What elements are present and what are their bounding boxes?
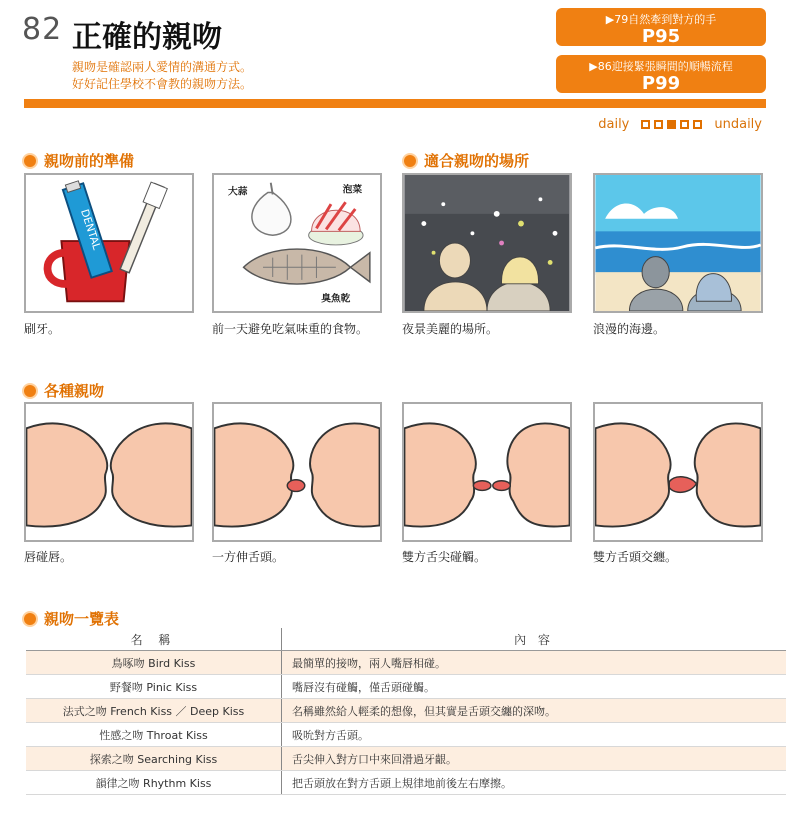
caption-lips: 唇碰唇。 (24, 550, 73, 564)
ref-link-page: P95 (641, 26, 681, 47)
toothbrush-cup-icon (26, 175, 192, 311)
scale-square (654, 120, 663, 129)
section-heading-text: 各種親吻 (44, 382, 105, 400)
scale-right-label: undaily (714, 117, 762, 132)
sea-icon (595, 175, 761, 311)
table-row (26, 699, 786, 723)
table-row (26, 771, 786, 795)
caption-one-tongue: 一方伸舌頭。 (212, 550, 285, 564)
bullet-icon (24, 155, 36, 167)
food-icon (214, 175, 380, 311)
scale-left-label: daily (598, 117, 630, 132)
illustration-food (212, 173, 382, 313)
caption-food: 前一天避免吃氣味重的食物。 (212, 322, 369, 336)
table-cell-content: 最簡單的接吻，兩人嘴唇相碰。 (292, 656, 446, 670)
table-cell-name: 法式之吻 French Kiss ／ Deep Kiss (26, 699, 282, 722)
section-heading-prep (24, 150, 134, 171)
scale-square (693, 120, 702, 129)
section-heading-text: 親吻前的準備 (44, 152, 135, 170)
table-cell-name: 野餐吻 Pinic Kiss (26, 675, 282, 698)
page-number: 82 (22, 12, 63, 47)
table-row (26, 723, 786, 747)
bullet-icon (24, 385, 36, 397)
night-view-icon (404, 175, 570, 311)
ref-link-text: ▶86迎接緊張瞬間的順暢流程 (589, 60, 733, 73)
caption-night: 夜景美麗的場所。 (402, 322, 499, 336)
table-row (26, 747, 786, 771)
illustration-sea (593, 173, 763, 313)
illustration-kiss-entwine (593, 402, 763, 542)
table-cell-name: 鳥啄吻 Bird Kiss (26, 651, 282, 674)
scale-square (680, 120, 689, 129)
ref-link-p99[interactable] (556, 55, 766, 93)
table-header-name: 名 稱 (26, 628, 282, 650)
bullet-icon (24, 613, 36, 625)
ref-link-page: P99 (641, 73, 681, 94)
bullet-icon (404, 155, 416, 167)
table-cell-content: 嘴唇沒有碰觸，僅舌頭碰觸。 (292, 680, 435, 694)
kiss-entwine-icon (595, 404, 761, 540)
page-title: 正確的親吻 (72, 20, 222, 55)
illustration-night-view (402, 173, 572, 313)
ref-link-p95[interactable] (556, 8, 766, 46)
kiss-lips-icon (26, 404, 192, 540)
section-heading-types (24, 380, 104, 401)
table-cell-name: 韻律之吻 Rhythm Kiss (26, 771, 282, 794)
dried-fish-label: 臭魚乾 (321, 293, 351, 305)
table-header-row (26, 628, 786, 651)
table-cell-name: 探索之吻 Searching Kiss (26, 747, 282, 770)
kimchi-label: 泡菜 (342, 184, 363, 196)
daily-scale (598, 117, 762, 132)
garlic-label: 大蒜 (228, 186, 248, 198)
illustration-toothbrush (24, 173, 194, 313)
subtitle-line-1: 親吻是確認兩人愛情的溝通方式。 (72, 60, 253, 74)
illustration-kiss-one-tongue (212, 402, 382, 542)
table-cell-name: 性感之吻 Throat Kiss (26, 723, 282, 746)
scale-square-filled (667, 120, 676, 129)
scale-squares (641, 120, 702, 129)
header-rule (24, 99, 766, 108)
table-header-content: 內 容 (514, 632, 554, 647)
section-heading-text: 親吻一覽表 (44, 610, 120, 628)
table-cell-content: 名稱雖然給人輕柔的想像，但其實是舌頭交纏的深吻。 (292, 704, 556, 718)
illustration-kiss-lips (24, 402, 194, 542)
toothpaste-label: DENTAL (77, 207, 104, 252)
table-row (26, 675, 786, 699)
table-cell-content: 吸吮對方舌頭。 (292, 728, 369, 742)
section-heading-text: 適合親吻的場所 (424, 152, 530, 170)
kiss-one-tongue-icon (214, 404, 380, 540)
kiss-table (26, 628, 786, 795)
caption-tips: 雙方舌尖碰觸。 (402, 550, 487, 564)
scale-square (641, 120, 650, 129)
illustration-kiss-tips (402, 402, 572, 542)
table-row (26, 651, 786, 675)
table-cell-content: 舌尖伸入對方口中來回滑過牙齦。 (292, 752, 457, 766)
ref-link-text: ▶79自然牽到對方的手 (605, 13, 717, 26)
kiss-tips-icon (404, 404, 570, 540)
caption-entwine: 雙方舌頭交纏。 (593, 550, 678, 564)
section-heading-places (404, 150, 529, 171)
section-heading-list (24, 608, 119, 629)
caption-brush: 刷牙。 (24, 322, 61, 336)
table-cell-content: 把舌頭放在對方舌頭上規律地前後左右摩擦。 (292, 776, 512, 790)
caption-sea: 浪漫的海邊。 (593, 322, 666, 336)
subtitle-line-2: 好好記住學校不會教的親吻方法。 (72, 77, 253, 91)
